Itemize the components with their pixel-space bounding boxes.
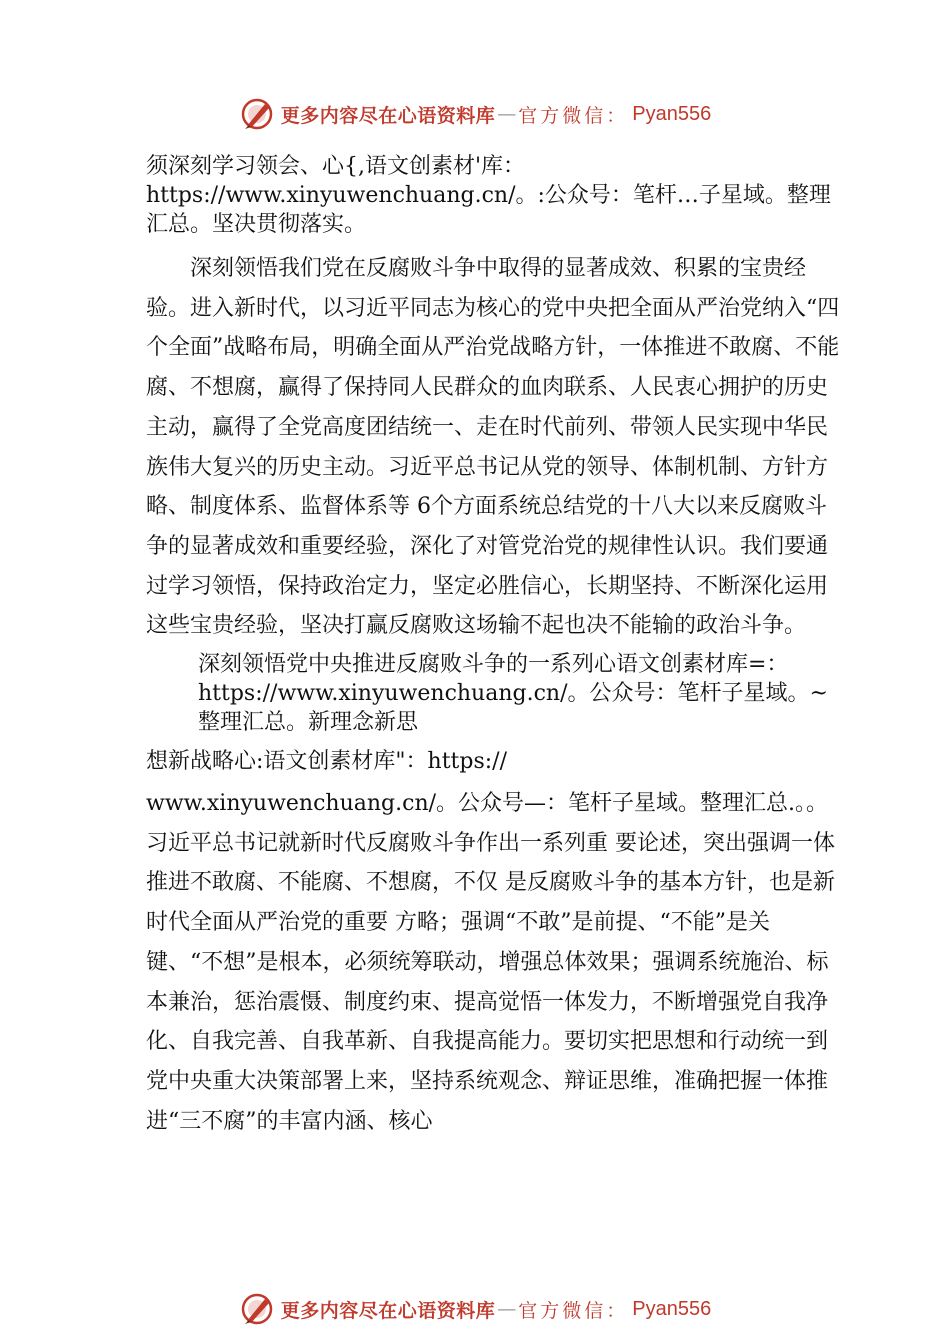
pen-logo-icon <box>239 1291 275 1327</box>
banner-title: 更多内容尽在心语资料库 <box>280 104 496 127</box>
banner-separator: — <box>497 1298 517 1320</box>
document-body <box>146 152 846 1141</box>
paragraph-heading: 深刻领悟党中央推进反腐败斗争的一系列心语文创素材库=：https://www.xinyuwenchuang.cn/。公众号：笔杆子星域。~整理汇总。新理念新思 <box>198 652 828 736</box>
banner-wechat-label: 官方微信： <box>518 1299 629 1322</box>
banner-wechat-id: Pyan556 <box>632 1297 712 1320</box>
paragraph-continuation: 想新战略心:语文创素材库"：https:// <box>146 749 507 775</box>
pen-logo-icon <box>239 96 275 132</box>
banner-separator: — <box>497 103 517 125</box>
paragraph-intro: 须深刻学习领会、心{,语文创素材'库：https://www.xinyuwenchuang.cn/。:公众号：笔杆…子星域。整理汇总。坚决贯彻落实。 <box>146 154 831 237</box>
banner-wechat-id: Pyan556 <box>632 102 712 125</box>
footer-banner <box>0 1289 950 1329</box>
paragraph-body-2: www.xinyuwenchuang.cn/。公众号—：笔杆子星域。整理汇总.。。习近平总书记就新时代反腐败斗争作出一系列重 要论述，突出强调一体推进不敢腐、不能腐、不想腐，不仅 是反腐败斗争的基本方针，也是新时代全面从严治党的重要 方略；强调“不敢”是前提、“不能”是关键、“不想”是根本，必须统筹联动，增强总体效果；强调系统施治、标本兼治，惩治震慑、制度约束、提高觉悟一体发力，不断增强党自我净化、自我完善、自我革新、自我提高能力。要切实把思想和行动统一到党中央重大决策部署上来，坚持系统观念、辩证思维，准确把握一体推进“三不腐”的丰富内涵、核心 <box>146 791 835 1134</box>
banner-wechat-label: 官方微信： <box>518 104 629 127</box>
paragraph-main: 深刻领悟我们党在反腐败斗争中取得的显著成效、积累的宝贵经验。进入新时代，以习近平同志为核心的党中央把全面从严治党纳入“四个全面”战略布局，明确全面从严治党战略方针，一体推进不敢腐、不能腐、不想腐，赢得了保持同人民群众的血肉联系、人民衷心拥护的历史主动，赢得了全党高度团结统一、走在时代前列、带领人民实现中华民族伟大复兴的历史主动。习近平总书记从党的领导、体制机制、方针方略、制度体系、监督体系等 6个方面系统总结党的十八大以来反腐败斗争的显著成效和重要经验，深化了对管党治党的规律性认识。我们要通过学习领悟，保持政治定力，坚定必胜信心，长期坚持、不断深化运用这些宝贵经验，坚决打赢反腐败这场输不起也决不能输的政治斗争。 <box>146 256 840 639</box>
banner-title: 更多内容尽在心语资料库 <box>280 1299 496 1322</box>
header-banner <box>0 94 950 134</box>
